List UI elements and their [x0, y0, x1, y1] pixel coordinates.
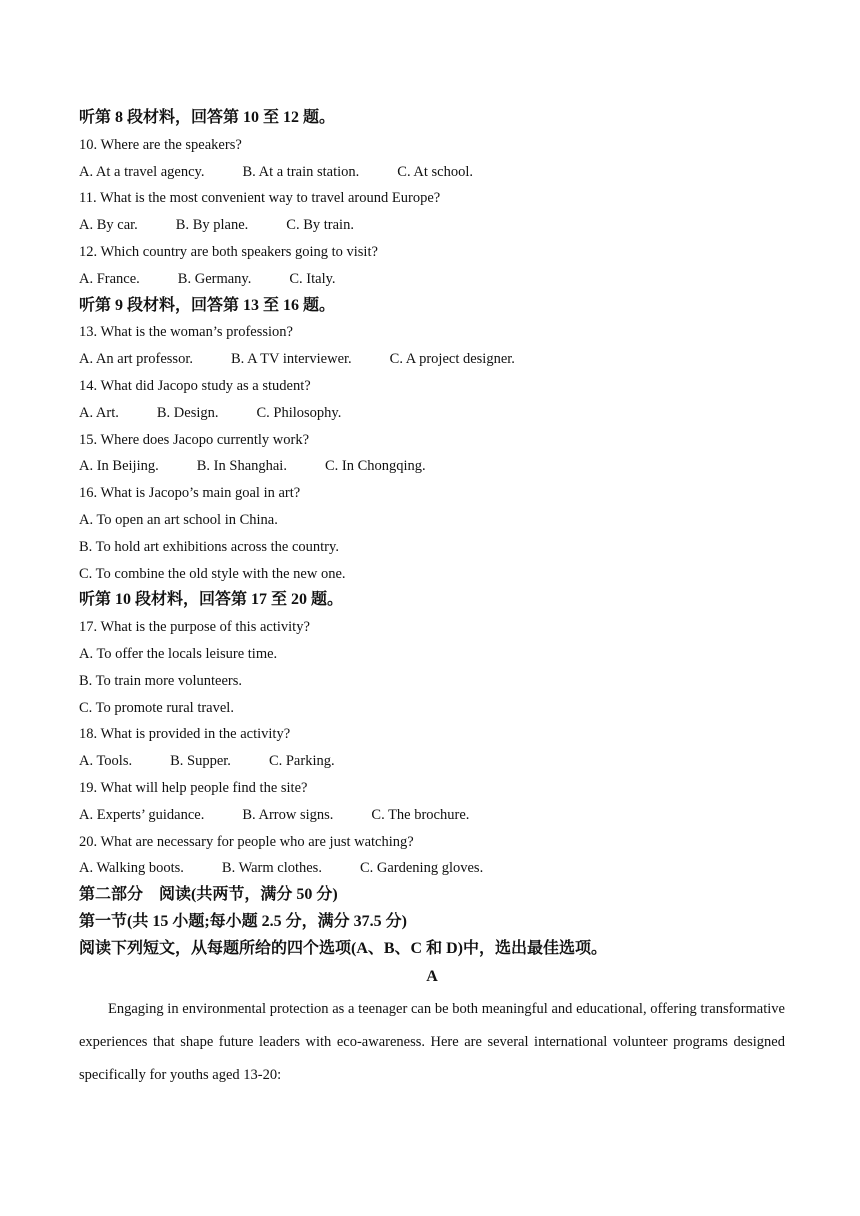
option-b: B. Warm clothes. — [221, 860, 322, 877]
option-a: A. Experts’ guidance. — [79, 806, 205, 823]
question-14: 14. What did Jacopo study as a student? — [79, 377, 311, 394]
option-b: B. Germany. — [177, 270, 252, 287]
question-10-options — [79, 159, 785, 186]
option-b: B. A TV interviewer. — [230, 351, 352, 368]
option-b: B. To train more volunteers. — [79, 672, 243, 689]
option-a: A. An art professor. — [79, 351, 193, 368]
option-c: C. A project designer. — [389, 351, 515, 368]
option-c: C. At school. — [397, 163, 474, 180]
question-18: 18. What is provided in the activity? — [79, 726, 291, 743]
option-c: C. In Chongqing. — [324, 458, 426, 475]
question-15: 15. Where does Jacopo currently work? — [79, 431, 310, 448]
option-b: B. Arrow signs. — [242, 806, 334, 823]
question-12: 12. Which country are both speakers going to visit? — [79, 243, 378, 260]
question-19-options — [79, 802, 785, 829]
exam-content — [79, 105, 785, 1092]
option-b: B. Supper. — [170, 753, 231, 770]
question-11-options — [79, 212, 785, 239]
option-b: B. By plane. — [175, 217, 249, 234]
passage-paragraph: Engaging in environmental protection as a teenager can be both meaningful and educational, offering transformative experiences that shape future leaders with eco-awareness. Here are several international volunteer programs designed specifically for youths aged 13-20: — [79, 1000, 785, 1083]
reading-instruction: 阅读下列短文，从每题所给的四个选项(A、B、C 和 D)中，选出最佳选项。 — [79, 939, 607, 957]
question-17: 17. What is the purpose of this activity? — [79, 619, 310, 636]
option-c: C. Italy. — [289, 270, 336, 287]
part2-heading: 第二部分 阅读(共两节，满分 50 分) — [79, 886, 338, 904]
option-c: C. Gardening gloves. — [359, 860, 484, 877]
option-c: C. By train. — [286, 217, 354, 234]
option-c: C. To combine the old style with the new one. — [79, 565, 346, 582]
section8-heading: 听第 8 段材料，回答第 10 至 12 题。 — [79, 109, 336, 126]
section1-heading: 第一节(共 15 小题;每小题 2.5 分，满分 37.5 分) — [79, 912, 407, 930]
option-a: A. Walking boots. — [79, 860, 184, 877]
question-15-options — [79, 453, 785, 480]
question-12-options — [79, 266, 785, 293]
option-a: A. Tools. — [79, 753, 133, 770]
option-c: C. The brochure. — [371, 806, 470, 823]
option-a: A. France. — [79, 270, 140, 287]
section10-heading: 听第 10 段材料，回答第 17 至 20 题。 — [79, 591, 344, 609]
question-13: 13. What is the woman’s profession? — [79, 324, 293, 341]
option-a: A. Art. — [79, 404, 119, 421]
option-b: B. In Shanghai. — [196, 458, 287, 475]
option-b: B. Design. — [156, 404, 219, 421]
option-a: A. In Beijing. — [79, 458, 159, 475]
question-16: 16. What is Jacopo’s main goal in art? — [79, 485, 301, 502]
option-b: B. At a train station. — [242, 163, 360, 180]
passage-title: A — [426, 967, 438, 985]
option-c: C. Parking. — [268, 753, 335, 770]
option-b: B. To hold art exhibitions across the country. — [79, 538, 339, 555]
option-a: A. At a travel agency. — [79, 163, 205, 180]
option-c: C. To promote rural travel. — [79, 699, 234, 716]
question-20-options — [79, 855, 785, 882]
section9-heading: 听第 9 段材料，回答第 13 至 16 题。 — [79, 296, 336, 314]
question-14-options — [79, 400, 785, 427]
option-a: A. To offer the locals leisure time. — [79, 645, 278, 662]
question-18-options — [79, 748, 785, 775]
option-c: C. Philosophy. — [256, 404, 342, 421]
question-10: 10. Where are the speakers? — [79, 136, 242, 153]
question-13-options — [79, 346, 785, 373]
question-19: 19. What will help people find the site? — [79, 779, 308, 796]
question-11: 11. What is the most convenient way to travel around Europe? — [79, 190, 441, 207]
option-a: A. To open an art school in China. — [79, 511, 278, 528]
question-20: 20. What are necessary for people who are just watching? — [79, 833, 414, 850]
option-a: A. By car. — [79, 217, 138, 234]
